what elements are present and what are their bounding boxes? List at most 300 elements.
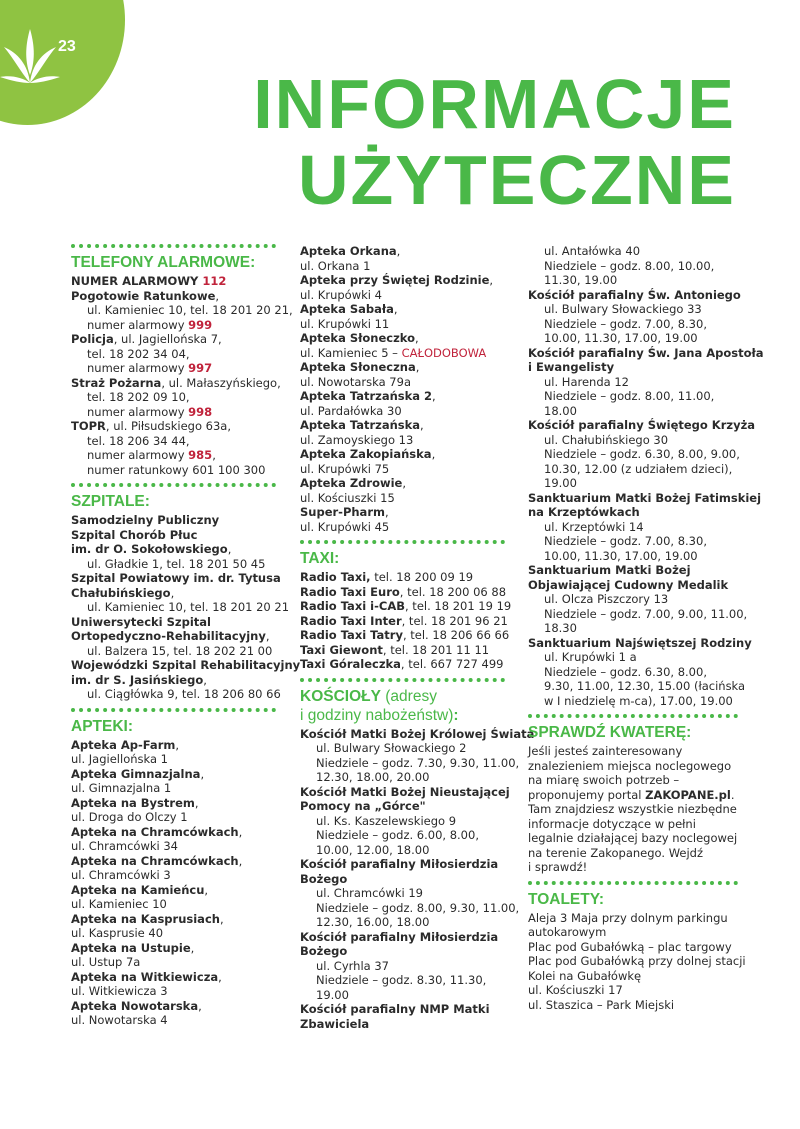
section-title: SZPITALE: xyxy=(71,493,150,510)
text-line xyxy=(300,317,505,332)
body-text: , tel. 18 201 96 21 xyxy=(401,613,508,628)
section-apteki-continued xyxy=(300,244,505,534)
text-line xyxy=(528,375,738,390)
text-line xyxy=(528,694,738,709)
text-line xyxy=(528,404,738,419)
bold-text: ZAKOPANE.pl xyxy=(645,787,731,802)
body-text: ul. Krupówki 75 xyxy=(300,461,390,476)
text-line xyxy=(71,999,276,1014)
bold-text: Apteka Zakopiańska xyxy=(300,447,432,461)
text-line xyxy=(300,259,505,274)
text-line xyxy=(528,773,738,788)
text-line xyxy=(71,347,276,362)
section-taxi xyxy=(300,540,512,672)
bold-text: Kościół parafialny Św. Antoniego xyxy=(528,287,741,302)
text-line xyxy=(528,954,746,969)
body-text: ul. Jagiellońska 1 xyxy=(71,752,168,766)
text-line xyxy=(71,600,290,615)
text-line xyxy=(528,259,738,274)
section-body xyxy=(300,726,535,1032)
body-text: i sprawdź! xyxy=(528,860,588,874)
text-line xyxy=(528,476,738,491)
body-text: Niedziele – godz. 7.00, 8.30, xyxy=(544,316,707,331)
body-text: ul. Kościuszki 15 xyxy=(300,490,395,505)
body-text: 19.00 xyxy=(544,476,577,490)
body-text: , xyxy=(212,448,216,462)
body-text: , xyxy=(265,629,270,643)
bold-text: Sanktuarium Najświętszej Rodziny xyxy=(528,635,752,650)
bold-text: Apteka Orkana xyxy=(300,244,397,258)
text-line xyxy=(300,973,505,988)
body-text: ul. Balzera 15, tel. 18 202 21 00 xyxy=(87,643,273,658)
text-line xyxy=(528,534,738,549)
text-line xyxy=(300,988,505,1003)
text-line xyxy=(71,1013,276,1028)
text-line xyxy=(71,274,276,289)
title-line-2: UŻYTECZNE xyxy=(298,141,736,219)
section-body xyxy=(300,244,505,534)
bold-text: NUMER ALARMOWY xyxy=(71,274,203,288)
text-line xyxy=(71,970,276,985)
title-light: i godziny nabożeństw) xyxy=(300,706,454,724)
section-body xyxy=(528,244,764,708)
bold-text: Radio Taxi Euro xyxy=(300,584,400,599)
body-text: numer alarmowy xyxy=(87,448,189,462)
bold-text: Radio Taxi, xyxy=(300,570,371,584)
text-line xyxy=(71,825,276,840)
text-line xyxy=(300,476,505,491)
column-1 xyxy=(71,244,301,1034)
section-title: TAXI: xyxy=(300,550,340,567)
body-text: , xyxy=(219,911,224,926)
body-text: , xyxy=(384,505,389,519)
body-text: ul. Gładkie 1, tel. 18 201 50 45 xyxy=(87,556,266,571)
body-text: , xyxy=(198,998,202,1013)
body-text: legalnie działającej bazy noclegowej xyxy=(528,831,738,845)
text-line xyxy=(300,404,505,419)
section-kwatera xyxy=(528,714,738,875)
body-text: Niedziele – godz. 6.30, 8.00, xyxy=(544,664,707,679)
bold-text: Apteka na Ustupie xyxy=(71,940,191,955)
section-apteki xyxy=(71,708,276,1028)
body-text: autokarowym xyxy=(528,925,607,939)
text-line xyxy=(300,244,505,259)
text-line xyxy=(300,505,505,520)
text-line xyxy=(528,650,738,665)
body-text: ul. Kamieniec 10, tel. 18 201 20 21 xyxy=(87,600,290,614)
body-text: 12.30, 16.00, 18.00 xyxy=(316,915,430,929)
body-text: tel. 18 202 34 04, xyxy=(87,346,190,361)
bold-text: Radio Taxi i-CAB xyxy=(300,599,405,613)
body-text: , xyxy=(227,542,232,556)
bold-text: Objawiającej Cudowny Medalik xyxy=(528,577,729,592)
bold-text: Kościół parafialny Miłosierdzia xyxy=(300,857,499,871)
body-text: , xyxy=(175,737,179,752)
section-koscioly xyxy=(300,678,535,1032)
text-line xyxy=(300,491,505,506)
text-line xyxy=(528,273,738,288)
text-line xyxy=(528,606,748,622)
text-line xyxy=(71,448,276,463)
bold-text: Apteka na Bystrem xyxy=(71,795,195,810)
bold-text: Apteka na Kasprusiach xyxy=(71,911,220,926)
bold-text: Apteka Tatrzańska xyxy=(300,418,421,432)
body-text: , tel. 18 206 66 66 xyxy=(402,628,510,642)
highlight-text: 997 xyxy=(188,361,213,375)
text-line xyxy=(528,418,756,433)
body-text: , ul. Małaszyńskiego, xyxy=(161,375,281,390)
text-line xyxy=(300,930,505,945)
bold-text: Apteka Nowotarska xyxy=(71,998,199,1013)
bold-text: Chałubińskiego xyxy=(71,585,171,600)
body-text: 10.30, 12.00 (z udziałem dzieci), xyxy=(544,461,733,476)
text-line xyxy=(528,447,738,462)
section-title xyxy=(300,687,505,725)
text-line xyxy=(300,814,505,829)
text-line xyxy=(300,755,520,771)
body-text: ul. Pardałówka 30 xyxy=(300,403,402,418)
highlight-text: 999 xyxy=(188,317,213,332)
dotted-divider xyxy=(71,708,276,712)
text-line xyxy=(71,658,301,673)
text-line xyxy=(528,345,764,361)
body-text: ul. Bulwary Słowackiego 2 xyxy=(316,741,467,755)
body-text: ul. Ciągłówka 9, tel. 18 206 80 66 xyxy=(87,687,281,701)
bold-text: Taxi Giewont xyxy=(300,642,383,657)
body-text: Niedziele – godz. 7.00, 9.00, 11.00, xyxy=(544,606,748,621)
body-text: Niedziele – godz. 6.00, 8.00, xyxy=(316,828,479,842)
text-line xyxy=(71,542,276,557)
dotted-divider xyxy=(71,483,276,487)
text-line xyxy=(71,984,276,999)
body-text: ul. Ustup 7a xyxy=(71,955,141,969)
text-line xyxy=(71,767,276,782)
body-text: Aleja 3 Maja przy dolnym parkingu xyxy=(528,910,728,925)
body-text: , tel. 667 727 499 xyxy=(400,657,504,671)
text-line xyxy=(71,897,276,912)
text-line xyxy=(300,570,505,585)
bold-text: Bożego xyxy=(300,871,348,886)
body-text: ul. Gimnazjalna 1 xyxy=(71,781,172,795)
bold-text: Apteka na Chramcówkach xyxy=(71,853,239,868)
body-text: Jeśli jesteś zainteresowany xyxy=(528,744,683,758)
text-line xyxy=(71,781,276,796)
body-text: , ul. Jagiellońska 7, xyxy=(113,332,222,346)
text-line xyxy=(300,585,505,600)
text-line xyxy=(71,557,276,572)
section-title: SPRAWDŹ KWATERĘ: xyxy=(528,724,692,741)
section-telefony xyxy=(71,244,293,477)
body-text: ul. Bulwary Słowackiego 33 xyxy=(544,302,702,316)
text-line xyxy=(528,360,738,375)
bold-text: Kościół parafialny Miłosierdzia xyxy=(300,929,499,944)
text-line xyxy=(300,346,505,361)
text-line xyxy=(71,629,276,644)
bold-text: Wojewódzki Szpital Rehabilitacyjny xyxy=(71,658,301,672)
body-text: ul. Kamieniec 5 – xyxy=(300,345,402,360)
section-body xyxy=(71,738,276,1028)
body-text: ul. Olcza Piszczory 13 xyxy=(544,592,669,606)
text-line xyxy=(528,505,738,520)
highlight-text: 112 xyxy=(202,274,227,288)
bold-text: Samodzielny Publiczny xyxy=(71,513,220,527)
body-text: ul. Chramcówki 34 xyxy=(71,839,178,853)
body-text: , tel. 18 201 19 19 xyxy=(405,599,512,613)
text-line xyxy=(300,959,505,974)
text-line xyxy=(300,872,505,887)
body-text: numer alarmowy xyxy=(87,361,189,375)
text-line xyxy=(528,490,762,506)
bold-text: Sanktuarium Matki Bożej Fatimskiej xyxy=(528,490,762,505)
text-line xyxy=(300,784,510,800)
text-line xyxy=(300,828,505,843)
text-line xyxy=(528,331,738,346)
text-line xyxy=(528,788,738,803)
body-text: , xyxy=(190,940,195,955)
text-line xyxy=(71,868,276,883)
bold-text: Szpital Powiatowy im. dr. Tytusa xyxy=(71,571,281,585)
text-line xyxy=(71,687,281,702)
dotted-divider xyxy=(71,244,276,248)
body-text: Kolei na Gubałówkę xyxy=(528,968,642,983)
text-line xyxy=(300,741,505,756)
bold-text: Apteka Gimnazjalna xyxy=(71,766,201,781)
text-line xyxy=(300,375,505,390)
text-line xyxy=(71,738,276,753)
bold-text: Kościół Matki Bożej Królowej Świata xyxy=(300,726,535,741)
body-text: numer ratunkowy 601 100 300 xyxy=(87,462,266,477)
text-line xyxy=(300,944,505,959)
text-line xyxy=(300,886,505,901)
body-text: , xyxy=(238,853,243,868)
body-text: , xyxy=(200,766,205,781)
text-line xyxy=(528,817,738,832)
text-line xyxy=(528,287,741,303)
bold-text: Apteka na Witkiewicza xyxy=(71,969,219,984)
bold-text: im. dr S. Jasińskiego xyxy=(71,672,204,687)
text-line xyxy=(300,418,505,433)
body-text: ul. Kamieniec 10, tel. 18 201 20 21, xyxy=(87,303,293,317)
body-text: ul. Krupówki 11 xyxy=(300,316,390,331)
body-text: proponujemy portal xyxy=(528,787,646,802)
bold-text: TOPR xyxy=(71,419,106,433)
body-text: 12.30, 18.00, 20.00 xyxy=(316,770,430,784)
body-text: Niedziele – godz. 8.30, 11.30, xyxy=(316,973,487,987)
section-body xyxy=(71,274,293,477)
bold-text: Kościół parafialny Świętego Krzyża xyxy=(528,418,756,432)
section-body xyxy=(528,744,738,875)
body-text: ul. Chramcówki 19 xyxy=(316,886,423,900)
body-text: 11.30, 19.00 xyxy=(544,273,618,287)
section-koscioly-continued xyxy=(528,244,764,708)
text-line xyxy=(528,549,738,564)
text-line xyxy=(71,796,276,811)
body-text: 9.30, 11.00, 12.30, 15.00 (łacińska xyxy=(544,679,746,693)
leaf-icon xyxy=(0,25,60,85)
text-line xyxy=(71,390,276,405)
body-text: , xyxy=(218,969,222,984)
text-line xyxy=(71,361,276,376)
text-line xyxy=(300,628,510,643)
body-text: Plac pod Gubałówką przy dolnej stacji xyxy=(528,954,746,968)
bold-text: Ortopedyczno-Rehabilitacyjny xyxy=(71,629,266,643)
text-line xyxy=(528,831,738,846)
text-line xyxy=(300,273,505,288)
dotted-divider xyxy=(528,881,738,885)
text-line xyxy=(71,752,276,767)
body-text: ul. Cyrhla 37 xyxy=(316,958,389,973)
text-line xyxy=(300,900,520,916)
bold-text: Apteka Sabała xyxy=(300,302,394,316)
body-text: ul. Antałówka 40 xyxy=(544,244,641,258)
body-text: tel. 18 200 09 19 xyxy=(370,570,474,584)
text-line xyxy=(71,912,276,927)
body-text: 10.00, 12.00, 18.00 xyxy=(316,842,430,857)
body-text: 18.00 xyxy=(544,403,577,418)
text-line xyxy=(71,586,276,601)
body-text: Niedziele – godz. 8.00, 9.30, 11.00, xyxy=(316,900,520,915)
text-line xyxy=(528,621,738,636)
text-line xyxy=(528,244,738,259)
bold-text: Apteka Tatrzańska 2 xyxy=(300,389,433,403)
highlight-text: 985 xyxy=(188,448,213,462)
title-end: : xyxy=(453,706,459,724)
body-text: , xyxy=(396,244,401,258)
text-line xyxy=(528,592,738,607)
body-text: ul. Kamieniec 10 xyxy=(71,897,167,911)
body-text: , xyxy=(402,476,407,490)
bold-text: Apteka Słoneczna xyxy=(300,360,416,374)
text-line xyxy=(71,955,276,970)
body-text: ul. Kościuszki 17 xyxy=(528,983,623,997)
text-line xyxy=(528,802,738,817)
body-text: tel. 18 202 09 10, xyxy=(87,390,190,404)
text-line xyxy=(71,883,276,898)
body-text: numer alarmowy xyxy=(87,404,189,419)
text-line xyxy=(71,571,281,586)
text-line xyxy=(71,463,276,478)
body-text: ul. Krupówki 45 xyxy=(300,519,390,534)
section-title: TELEFONY ALARMOWE: xyxy=(71,254,256,271)
body-text: numer alarmowy xyxy=(87,317,189,332)
text-line xyxy=(71,332,276,347)
text-line xyxy=(71,419,276,434)
bold-text: Apteka Słoneczko xyxy=(300,331,416,345)
text-line xyxy=(528,302,738,317)
section-body xyxy=(300,570,512,672)
text-line xyxy=(71,528,276,543)
text-line xyxy=(528,911,738,926)
body-text: ul. Kasprusie 40 xyxy=(71,926,164,940)
body-text: 10.00, 11.30, 17.00, 19.00 xyxy=(544,548,698,563)
text-line xyxy=(71,405,276,420)
body-text: ul. Chałubińskiego 30 xyxy=(544,432,669,447)
column-2 xyxy=(300,244,535,1037)
body-text: , ul. Piłsudskiego 63a, xyxy=(105,419,231,433)
text-line xyxy=(300,915,505,930)
bold-text: Sanktuarium Matki Bożej xyxy=(528,563,691,577)
text-line xyxy=(71,854,276,869)
text-line xyxy=(528,860,738,875)
text-line xyxy=(71,289,276,304)
text-line xyxy=(528,635,752,651)
bold-text: Apteka na Chramcówkach xyxy=(71,824,239,839)
text-line xyxy=(528,679,746,694)
text-line xyxy=(71,318,276,333)
text-line xyxy=(300,657,505,672)
bold-text: Apteka przy Świętej Rodzinie xyxy=(300,273,490,287)
text-line xyxy=(300,613,508,629)
body-text: , xyxy=(420,418,424,432)
body-text: , xyxy=(432,389,436,403)
body-text: na miarę swoich potrzeb – xyxy=(528,773,680,787)
body-text: , xyxy=(170,585,175,600)
section-body xyxy=(71,513,301,702)
text-line xyxy=(528,940,738,955)
dotted-divider xyxy=(300,540,505,544)
highlight-text: 998 xyxy=(188,404,213,419)
text-line xyxy=(71,810,276,825)
body-text: 10.00, 11.30, 17.00, 19.00 xyxy=(544,331,698,345)
text-line xyxy=(300,857,505,872)
body-text: ul. Chramcówki 3 xyxy=(71,868,171,882)
section-szpitale xyxy=(71,483,301,702)
section-title: APTEKI: xyxy=(71,717,133,735)
text-line xyxy=(528,925,738,940)
text-line xyxy=(300,447,505,462)
text-line xyxy=(71,513,276,528)
body-text: ul. Zamoyskiego 13 xyxy=(300,432,414,447)
dotted-divider xyxy=(528,714,738,718)
body-text: , xyxy=(393,302,398,316)
bold-text: Radio Taxi Tatry xyxy=(300,628,403,642)
text-line xyxy=(528,389,738,404)
text-line xyxy=(528,462,738,477)
bold-text: Taxi Góraleczka xyxy=(300,657,401,671)
text-line xyxy=(528,983,738,998)
section-title: TOALETY: xyxy=(528,890,605,908)
body-text: ul. Krupówki 1 a xyxy=(544,650,637,664)
bold-text: Kościół Matki Bożej Nieustającej xyxy=(300,784,510,799)
body-text: Plac pod Gubałówką – plac targowy xyxy=(528,939,732,954)
text-line xyxy=(71,839,276,854)
text-line xyxy=(300,302,505,317)
title-bold: KOŚCIOŁY xyxy=(300,687,381,705)
bold-text: i Ewangelisty xyxy=(528,360,615,374)
body-text: , xyxy=(238,824,243,839)
text-line xyxy=(300,331,505,346)
title-light: (adresy xyxy=(380,687,437,705)
body-text: , tel. 18 200 06 88 xyxy=(399,584,507,599)
title-line-1: INFORMACJE xyxy=(253,65,736,143)
body-text: ul. Harenda 12 xyxy=(544,374,629,389)
body-text: Tam znajdziesz wszystkie niezbędne xyxy=(528,802,737,816)
corner-decoration xyxy=(0,0,125,125)
body-text: 18.30 xyxy=(544,621,577,635)
body-text: , xyxy=(204,882,209,897)
text-line xyxy=(300,1017,505,1032)
body-text: ul. Staszica – Park Miejski xyxy=(528,997,675,1012)
bold-text: Szpital Chorób Płuc xyxy=(71,527,198,542)
body-text: , xyxy=(431,447,436,461)
text-line xyxy=(528,563,738,578)
text-line xyxy=(528,433,738,448)
bold-text: Apteka Zdrowie xyxy=(300,476,403,490)
text-line xyxy=(300,520,505,535)
body-text: na terenie Zakopanego. Wejdź xyxy=(528,845,704,860)
text-line xyxy=(300,843,505,858)
text-line xyxy=(300,799,505,814)
